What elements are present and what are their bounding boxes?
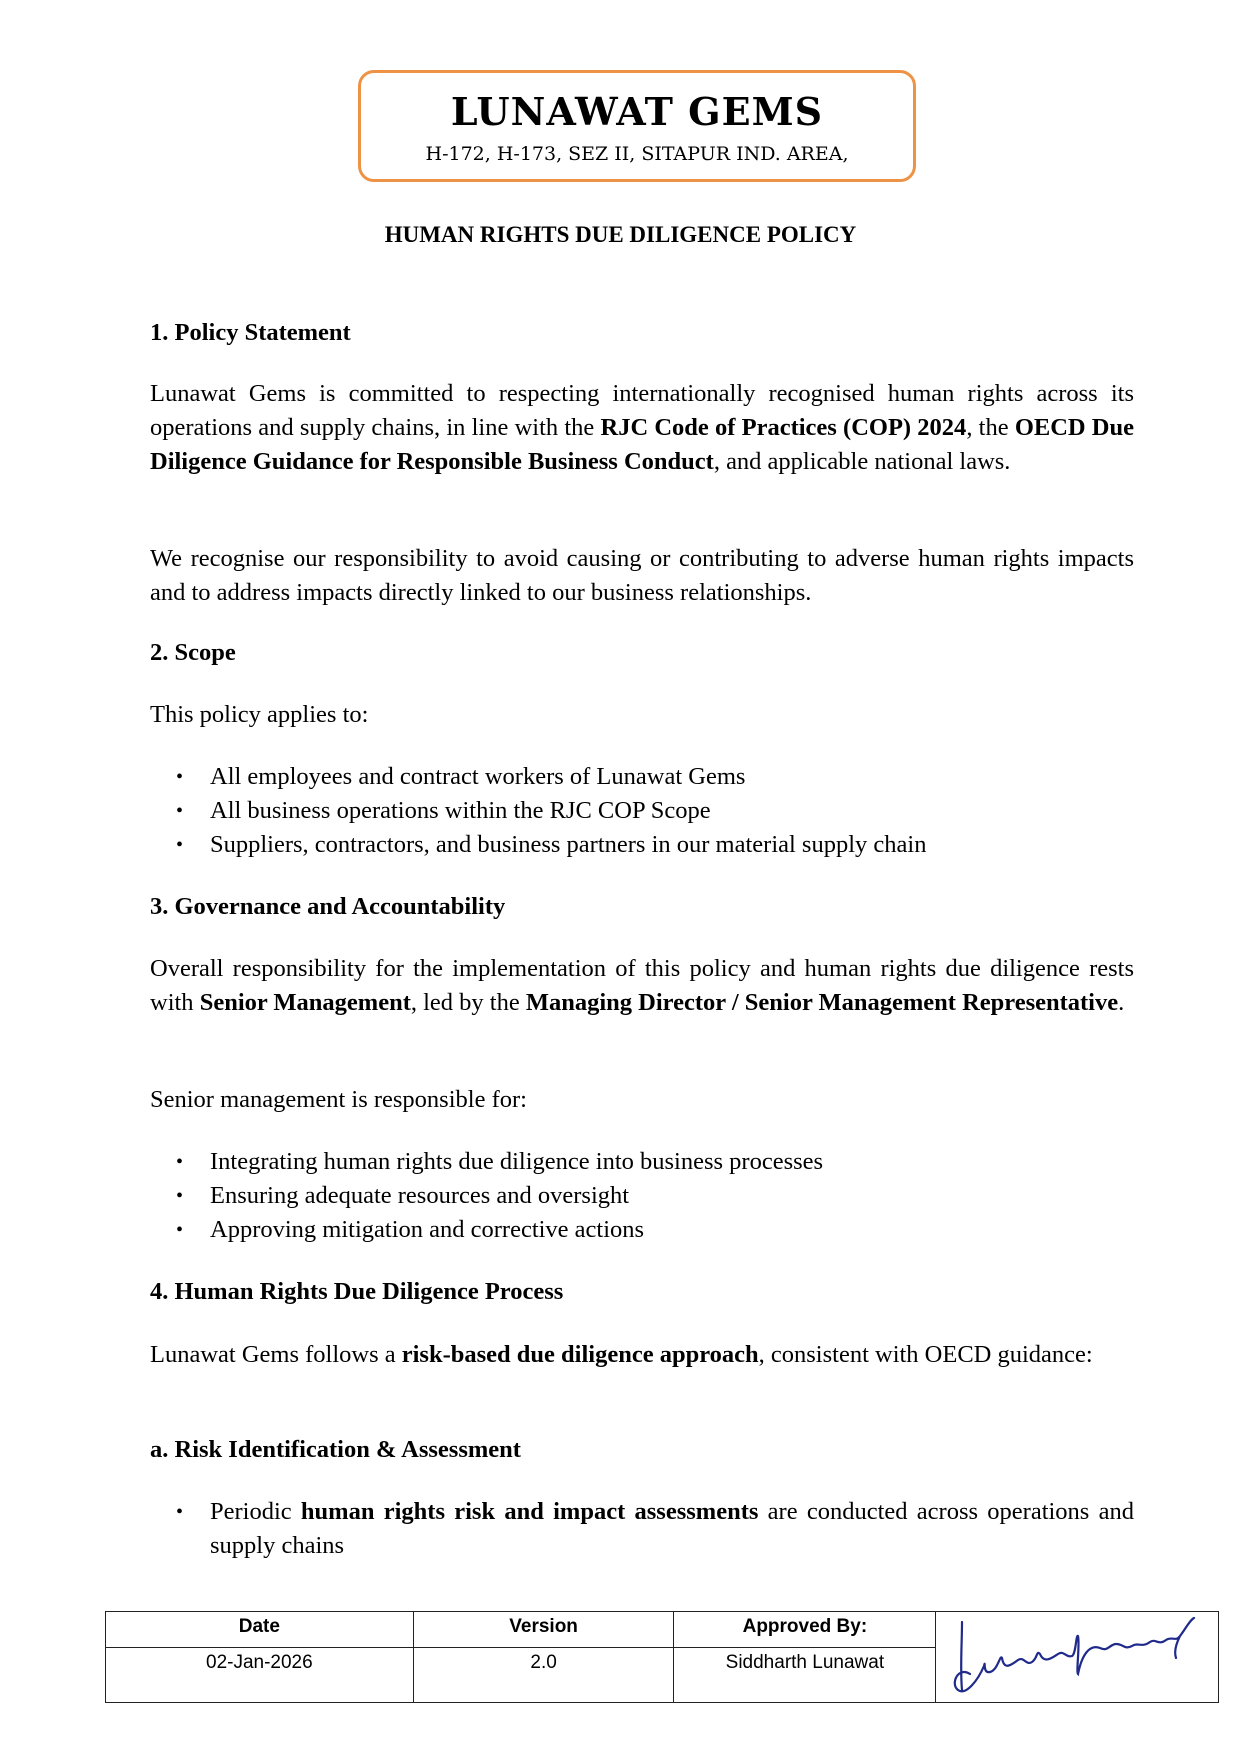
text: Lunawat Gems is committed to respecting internationally recognised human rights across its operations and supply chains, in line with the [150,380,1134,441]
company-address: H-172, H-173, SEZ II, SITAPUR IND. AREA, [425,143,849,165]
list-item [136,1495,1134,1563]
version-value: 2.0 [413,1648,674,1703]
list-item: • Suppliers, contractors, and business partners in our material supply chain [136,828,1120,862]
text: are conducted across operations and supply chains [210,1498,1134,1559]
bold-text: risk-based due diligence approach [401,1341,759,1368]
text: Lunawat Gems follows a [150,1341,402,1368]
document-title: HUMAN RIGHTS DUE DILIGENCE POLICY [384,222,857,247]
bold-text: human rights risk and impact assessments [300,1498,759,1525]
subsection-a-heading: a. Risk Identification & Assessment [150,1436,521,1463]
text: Periodic [210,1498,301,1525]
section-3-paragraph-1 [150,952,1134,1020]
text: , led by the [410,989,526,1016]
section-2-heading: 2. Scope [150,639,236,666]
section-1-paragraph-1 [150,377,1134,479]
responsibility-list [136,1145,1120,1247]
section-2-intro: This policy applies to: [150,701,369,728]
date-header: Date [106,1612,414,1648]
bold-text: OECD Due Diligence Guidance for Responsible Business Conduct [150,414,1135,475]
text: Overall responsibility for the implementation of this policy and human rights due diligence rests with [150,955,1134,1016]
list-item: • All employees and contract workers of Lunawat Gems [136,760,1120,794]
section-1-heading: 1. Policy Statement [150,319,351,346]
bold-text: Senior Management [199,989,411,1016]
signature-icon [940,1614,1210,1698]
text: , and applicable national laws. [713,448,1011,475]
list-item: • Ensuring adequate resources and oversight [136,1179,1120,1213]
bold-text: Managing Director / Senior Management Representative [525,989,1119,1016]
text: , the [966,414,1015,441]
document-control-table [105,1611,1219,1703]
scope-list [136,760,1120,862]
version-header: Version [413,1612,674,1648]
text: , consistent with OECD guidance: [758,1341,1093,1368]
list-item: • Integrating human rights due diligence into business processes [136,1145,1120,1179]
text: . [1118,989,1125,1016]
section-4-heading: 4. Human Rights Due Diligence Process [150,1278,564,1305]
date-value: 02-Jan-2026 [106,1648,414,1703]
approver-name: Siddharth Lunawat [674,1648,936,1703]
company-name: LUNAWAT GEMS [450,89,824,134]
bold-text: RJC Code of Practices (COP) 2024 [600,414,967,441]
company-letterhead [358,70,916,182]
section-3-heading: 3. Governance and Accountability [150,893,506,920]
list-item: • Approving mitigation and corrective actions [136,1213,1120,1247]
list-item: • All business operations within the RJC COP Scope [136,794,1120,828]
risk-assessment-list [136,1495,1134,1563]
section-1-paragraph-2: We recognise our responsibility to avoid causing or contributing to adverse human rights impacts and to address impacts directly linked to our business relationships. [150,545,1134,606]
section-4-paragraph-1 [150,1338,1134,1372]
approved-by-header: Approved By: [674,1612,936,1648]
section-3-intro: Senior management is responsible for: [150,1086,527,1113]
signature-cell [936,1612,1219,1703]
